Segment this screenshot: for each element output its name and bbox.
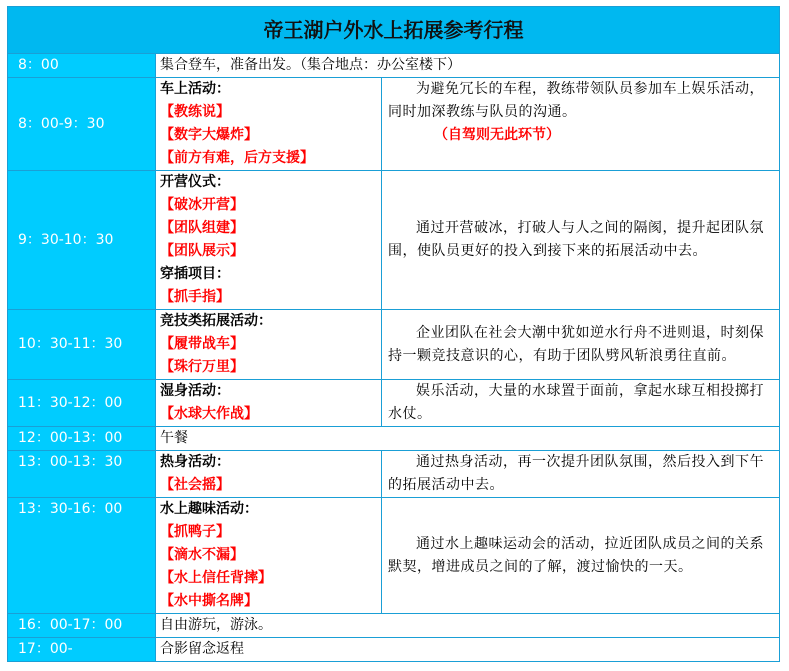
- activity-item: 【水中撕名牌】: [160, 593, 258, 609]
- activity-item: 【珠行万里】: [160, 359, 244, 375]
- schedule-row: [8, 638, 780, 662]
- activity-heading: 车上活动：: [160, 81, 230, 97]
- activity-cell: [156, 78, 382, 171]
- activity-item: 【水球大作战】: [160, 406, 258, 422]
- activity-item: 【抓鸭子】: [160, 524, 230, 540]
- itinerary-table: [7, 6, 780, 662]
- activity-item: 【抓手指】: [160, 289, 230, 305]
- description-text: 通过水上趣味运动会的活动，拉近团队成员之间的关系默契，增进成员之间的了解，渡过愉快的一天。: [388, 535, 764, 575]
- activity-item: 【社会摇】: [160, 477, 230, 493]
- schedule-row: [8, 614, 780, 638]
- activity-item: 【破冰开营】: [160, 197, 244, 213]
- activity-item: 【教练说】: [160, 104, 230, 120]
- activity-subheading: 穿插项目：: [160, 266, 230, 282]
- activity-heading: 竞技类拓展活动：: [160, 313, 272, 329]
- time-cell: 11：30-12：00: [8, 380, 156, 427]
- activity-cell: 合影留念返程: [156, 638, 780, 662]
- description-text: 娱乐活动，大量的水球置于面前，拿起水球互相投掷打水仗。: [388, 383, 764, 422]
- description-cell: [382, 380, 780, 427]
- activity-cell: [156, 380, 382, 427]
- time-cell: 17：00-: [8, 638, 156, 662]
- time-cell: 10：30-11：30: [8, 310, 156, 380]
- activity-heading: 水上趣味活动：: [160, 501, 258, 517]
- activity-cell: [156, 171, 382, 310]
- activity-heading: 湿身活动：: [160, 383, 230, 399]
- activity-heading: 开营仪式：: [160, 174, 230, 190]
- time-cell: 13：30-16：00: [8, 498, 156, 614]
- description-text: 为避免冗长的车程，教练带领队员参加车上娱乐活动，同时加深教练与队员的沟通。: [388, 81, 764, 120]
- itinerary-title: 帝王湖户外水上拓展参考行程: [8, 7, 780, 54]
- activity-item: 【数字大爆炸】: [160, 127, 258, 143]
- title-row: [8, 7, 780, 54]
- description-cell: [382, 78, 780, 171]
- schedule-row: [8, 380, 780, 427]
- description-cell: [382, 451, 780, 498]
- time-cell: 8：00-9：30: [8, 78, 156, 171]
- activity-cell: [156, 451, 382, 498]
- schedule-row: [8, 171, 780, 310]
- activity-item: 【履带战车】: [160, 336, 244, 352]
- self-drive-note: （自驾则无此环节）: [434, 127, 560, 143]
- description-cell: [382, 171, 780, 310]
- activity-item: 【团队展示】: [160, 243, 244, 259]
- time-cell: 16：00-17：00: [8, 614, 156, 638]
- description-cell: [382, 498, 780, 614]
- schedule-row: [8, 54, 780, 78]
- activity-cell: 自由游玩，游泳。: [156, 614, 780, 638]
- activity-item: 【滴水不漏】: [160, 547, 244, 563]
- activity-heading: 热身活动：: [160, 454, 230, 470]
- description-text: 通过开营破冰，打破人与人之间的隔阂，提升起团队氛围，使队员更好的投入到接下来的拓展活动中去。: [388, 220, 764, 259]
- time-cell: 9：30-10：30: [8, 171, 156, 310]
- time-cell: 8：00: [8, 54, 156, 78]
- activity-cell: 午餐: [156, 427, 780, 451]
- activity-item: 【水上信任背摔】: [160, 570, 272, 586]
- schedule-row: [8, 498, 780, 614]
- description-text: 企业团队在社会大潮中犹如逆水行舟不进则退，时刻保持一颗竞技意识的心，有助于团队劈风斩浪勇往直前。: [388, 324, 764, 364]
- description-text: 通过热身活动，再一次提升团队氛围，然后投入到下午的拓展活动中去。: [388, 454, 764, 493]
- activity-cell: [156, 498, 382, 614]
- activity-item: 【前方有难，后方支援】: [160, 150, 314, 166]
- description-cell: [382, 310, 780, 380]
- schedule-row: [8, 451, 780, 498]
- time-cell: 13：00-13：30: [8, 451, 156, 498]
- schedule-row: [8, 310, 780, 380]
- schedule-row: [8, 78, 780, 171]
- activity-cell: 集合登车，准备出发。（集合地点：办公室楼下）: [156, 54, 780, 78]
- schedule-row: [8, 427, 780, 451]
- activity-item: 【团队组建】: [160, 220, 244, 236]
- time-cell: 12：00-13：00: [8, 427, 156, 451]
- activity-cell: [156, 310, 382, 380]
